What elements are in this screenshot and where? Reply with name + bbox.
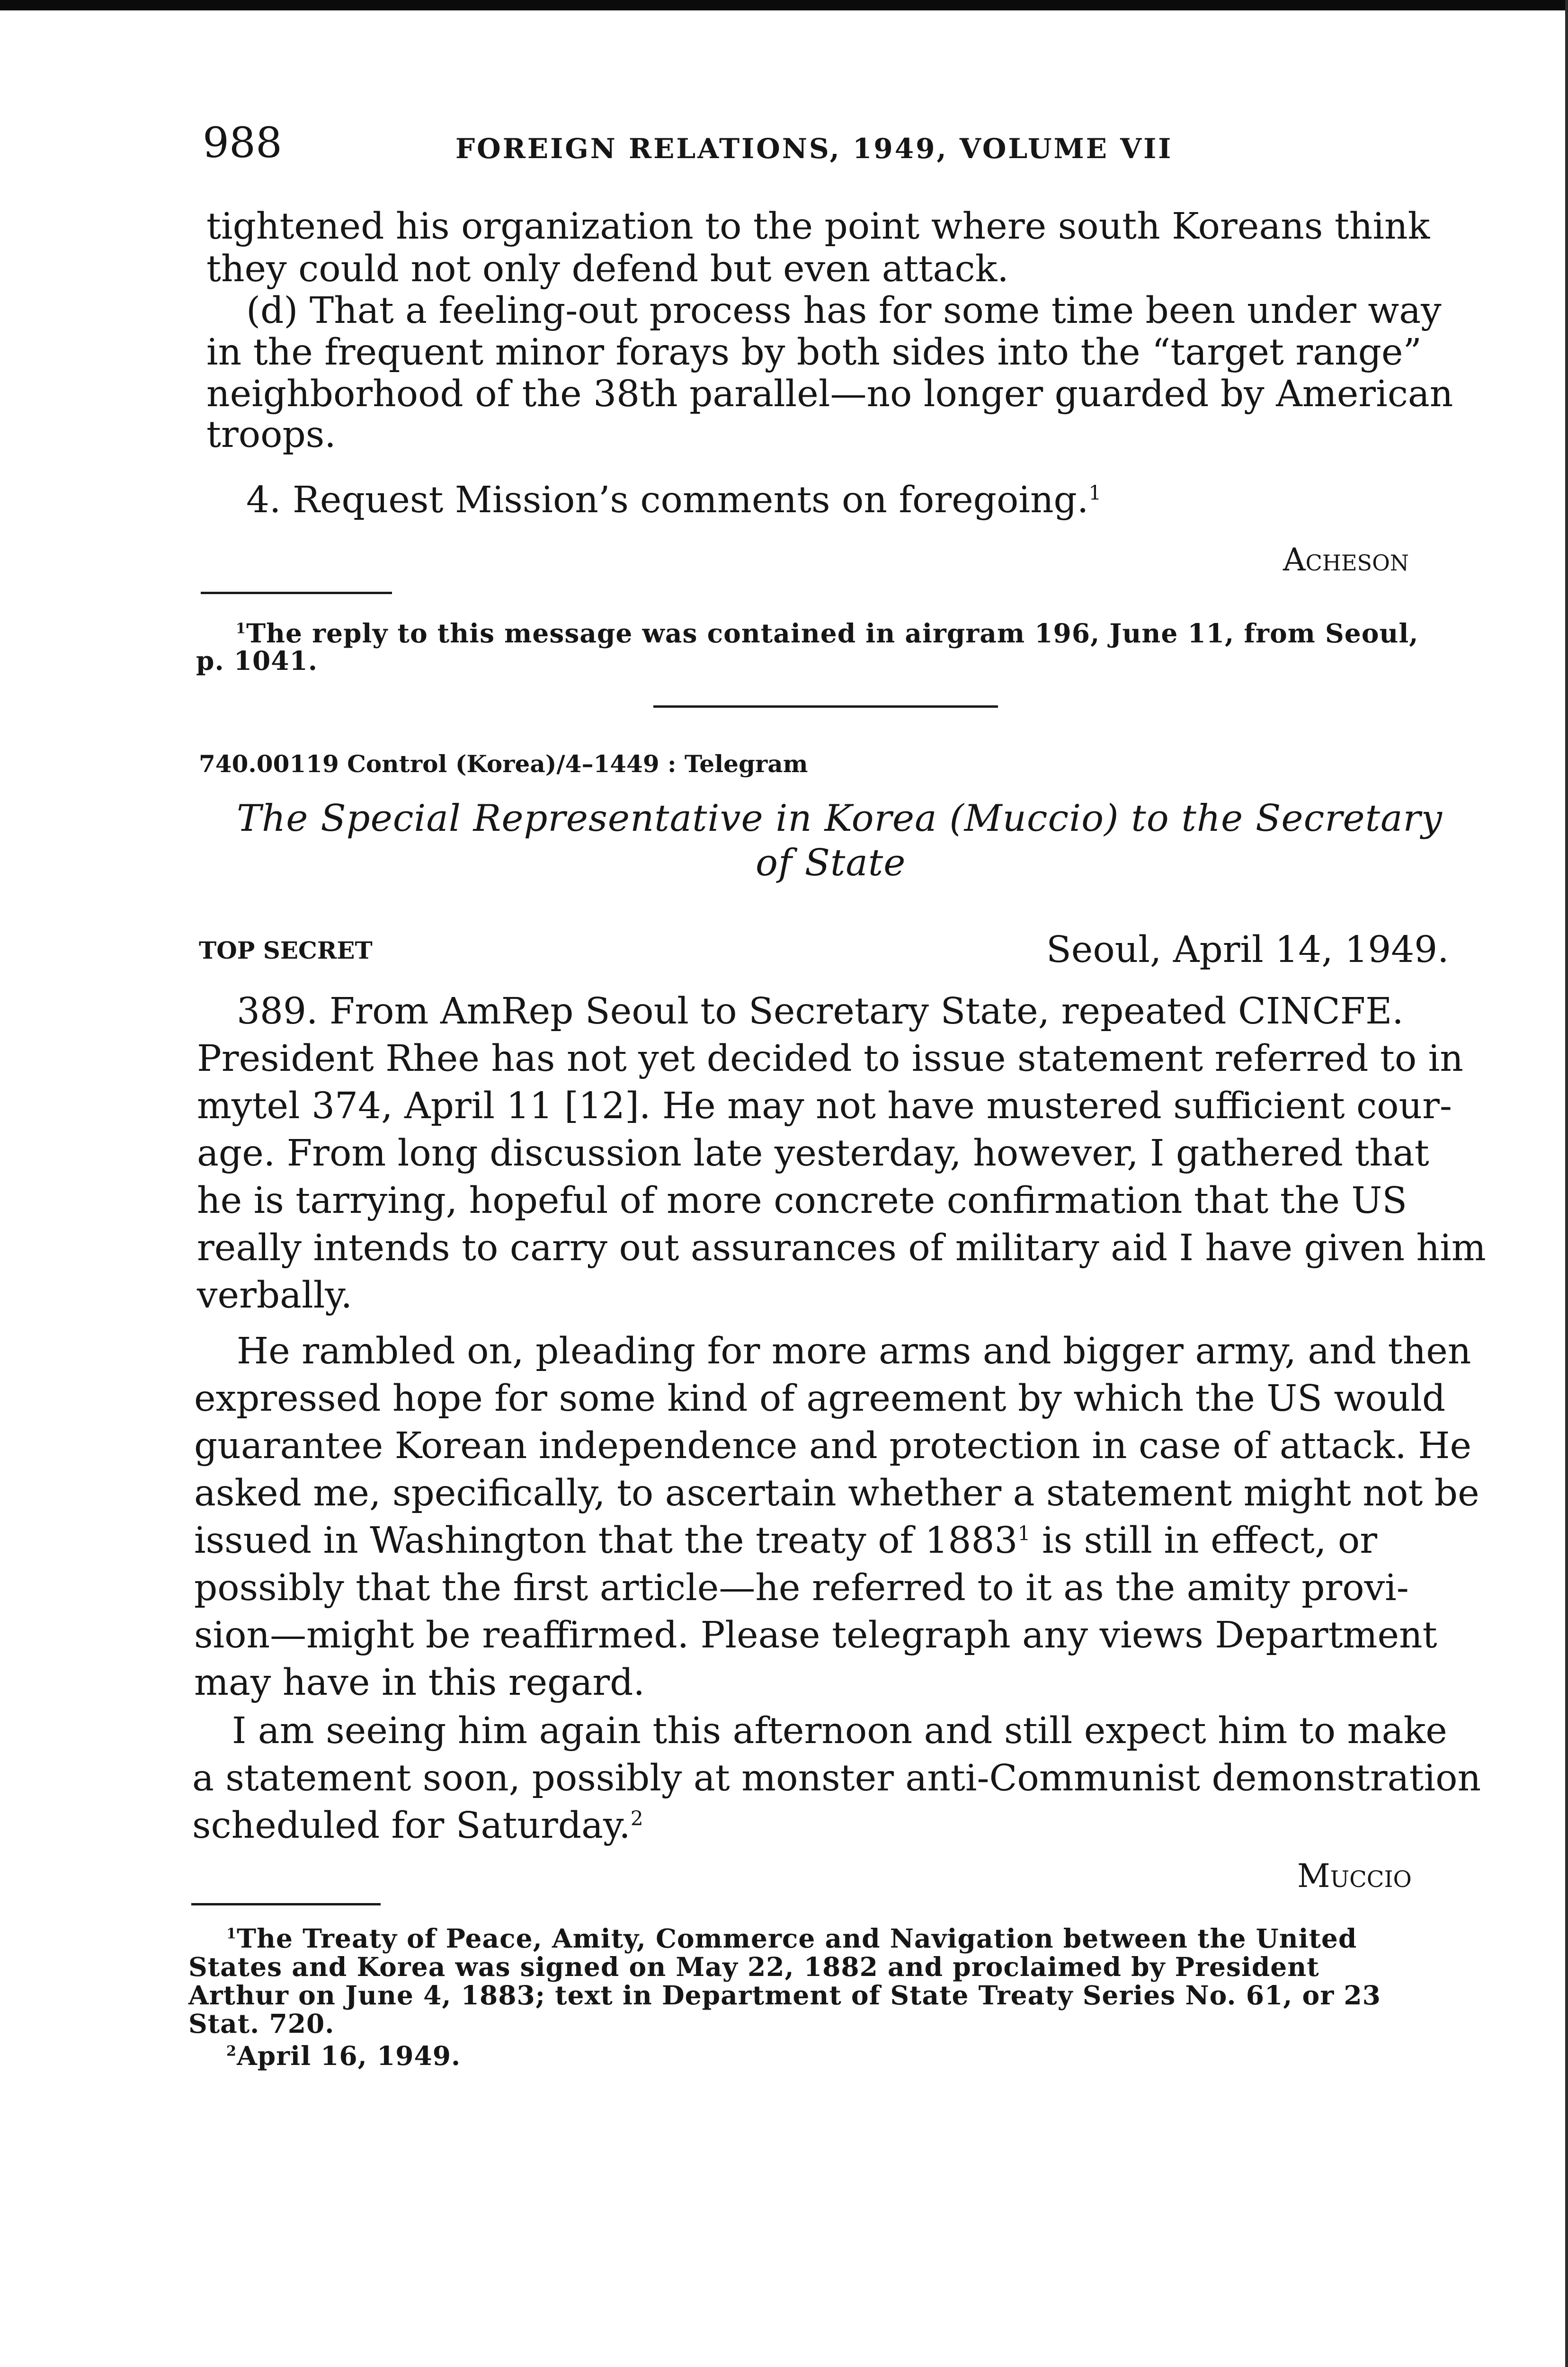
footnote-ref: 1 [1088, 481, 1102, 505]
footnote-1-line-2: p. 1041. [196, 645, 318, 676]
p2-line-5-tail: is still in effect, or [1042, 1520, 1378, 1562]
signature-acheson: Acheson [1283, 542, 1409, 578]
document-title-line-2: of State [756, 842, 906, 884]
item-d-line-3: neighborhood of the 38th parallel—no longer guarded by American [206, 373, 1453, 415]
p1-line-6: really intends to carry out assurances of military aid I have given him [197, 1227, 1486, 1269]
footnote-date-text: April 16, 1949. [237, 2040, 461, 2071]
footnote-1-line-1 [236, 618, 1418, 649]
footnote-date [226, 2040, 461, 2071]
footnote-treaty-line-1 [226, 1923, 1357, 1954]
p2-line-5 [194, 1520, 1378, 1562]
footnote-marker: 1 [226, 1925, 237, 1942]
footnote-treaty-line-2: States and Korea was signed on May 22, 1882 and proclaimed by President [188, 1951, 1319, 1982]
item-d-line-2: in the frequent minor forays by both sides into the “target range” [206, 331, 1422, 374]
footnote-ref: 1 [1017, 1522, 1031, 1545]
p2-line-5-text: issued in Washington that the treaty of 1883 [194, 1520, 1018, 1562]
p2-line-7: sion—might be reaffirmed. Please telegraph any views Department [194, 1614, 1437, 1656]
classification: TOP SECRET [199, 936, 373, 964]
p3-line-3 [192, 1805, 643, 1847]
p1-line-3: mytel 374, April 11 [12]. He may not have mustered sufficient cour- [197, 1085, 1452, 1127]
item-d-line-1: (d) That a feeling-out process has for some time been under way [246, 290, 1442, 332]
footnote-marker: 2 [226, 2043, 237, 2060]
document-title-line-1: The Special Representative in Korea (Muccio) to the Secretary [237, 797, 1443, 840]
running-title: FOREIGN RELATIONS, 1949, VOLUME VII [455, 133, 1173, 165]
item-d-line-4: troops. [206, 414, 336, 456]
footnote-marker: 1 [236, 620, 247, 637]
p1-line-4: age. From long discussion late yesterday, however, I gathered that [197, 1132, 1429, 1175]
footnote-1-text: The reply to this message was contained in airgram 196, June 11, from Seoul, [246, 618, 1419, 649]
p2-line-3: guarantee Korean independence and protection in case of attack. He [194, 1425, 1472, 1467]
p3-line-1: I am seeing him again this afternoon and still expect him to make [232, 1710, 1447, 1752]
p2-line-1: He rambled on, pleading for more arms and bigger army, and then [237, 1330, 1471, 1372]
file-reference: 740.00119 Control (Korea)/4–1449 : Telegram [199, 750, 808, 778]
p2-line-4: asked me, specifically, to ascertain whether a statement might not be [194, 1472, 1479, 1514]
continuation-line-1: tightened his organization to the point where south Koreans think [206, 205, 1430, 248]
footnote-rule [201, 592, 392, 594]
scan-top-edge [0, 0, 1568, 10]
footnote-treaty-text: The Treaty of Peace, Amity, Commerce and Navigation between the United [237, 1923, 1357, 1954]
p3-line-2: a statement soon, possibly at monster anti-Communist demonstration [192, 1757, 1481, 1799]
continuation-line-2: they could not only defend but even attack. [206, 248, 1009, 290]
p1-line-7: verbally. [197, 1274, 353, 1317]
signature-muccio: Muccio [1297, 1858, 1412, 1895]
section-separator [653, 705, 998, 708]
p3-line-3-text: scheduled for Saturday. [192, 1805, 631, 1847]
p2-line-6: possibly that the first article—he referred to it as the amity provi- [194, 1567, 1409, 1609]
item-4 [246, 479, 1102, 521]
scan-right-edge [1565, 0, 1568, 2367]
footnote-treaty-line-4: Stat. 720. [188, 2008, 335, 2039]
page-number: 988 [203, 118, 282, 167]
item-4-text: 4. Request Mission’s comments on foregoing. [246, 479, 1089, 521]
footnote-treaty-line-3: Arthur on June 4, 1883; text in Department of State Treaty Series No. 61, or 23 [188, 1980, 1381, 2011]
p1-line-5: he is tarrying, hopeful of more concrete confirmation that the US [197, 1180, 1408, 1222]
p2-line-8: may have in this regard. [194, 1662, 645, 1704]
place-date: Seoul, April 14, 1949. [1046, 929, 1449, 971]
footnote-rule [191, 1903, 381, 1905]
p1-line-1: 389. From AmRep Seoul to Secretary State, repeated CINCFE. [237, 990, 1404, 1032]
p2-line-2: expressed hope for some kind of agreement by which the US would [194, 1378, 1446, 1420]
footnote-ref: 2 [630, 1806, 643, 1830]
p1-line-2: President Rhee has not yet decided to issue statement referred to in [197, 1038, 1463, 1080]
